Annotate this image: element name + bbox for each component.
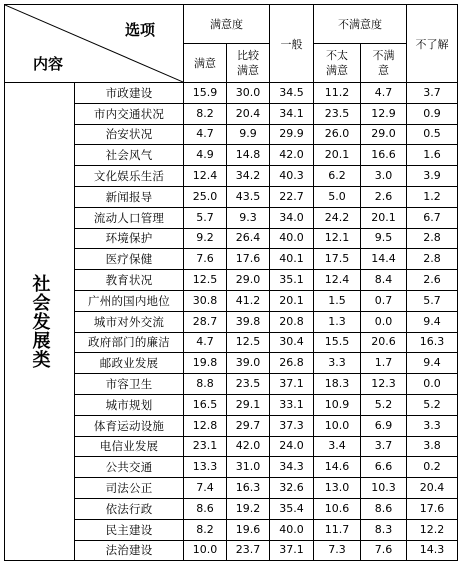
not-very-satisfied-value-cell: 12.1 [314,228,361,249]
satisfied-group-header: 满意度 [184,5,270,44]
item-name-cell: 治安状况 [75,124,184,145]
fairly-satisfied-value-cell: 16.3 [227,478,270,499]
neutral-value-cell: 40.1 [270,249,314,270]
satisfied-value-cell: 8.8 [184,374,227,395]
very-unsatisfied-value-cell: 29.0 [361,124,407,145]
unknown-value-cell: 3.7 [407,83,458,104]
fairly-satisfied-value-cell: 17.6 [227,249,270,270]
unknown-value-cell: 17.6 [407,498,458,519]
neutral-value-cell: 34.5 [270,83,314,104]
unknown-value-cell: 2.6 [407,270,458,291]
not-very-satisfied-value-cell: 26.0 [314,124,361,145]
not-very-satisfied-value-cell: 20.1 [314,145,361,166]
unknown-value-cell: 14.3 [407,540,458,561]
neutral-value-cell: 42.0 [270,145,314,166]
unknown-value-cell: 9.4 [407,353,458,374]
satisfied-value-cell: 10.0 [184,540,227,561]
item-name-cell: 法治建设 [75,540,184,561]
very-unsatisfied-value-cell: 3.0 [361,166,407,187]
neutral-value-cell: 33.1 [270,394,314,415]
unknown-value-cell: 3.8 [407,436,458,457]
fairly-satisfied-value-cell: 41.2 [227,290,270,311]
very-unsatisfied-value-cell: 5.2 [361,394,407,415]
satisfied-value-cell: 8.2 [184,519,227,540]
not-very-satisfied-value-cell: 23.5 [314,103,361,124]
not-very-satisfied-value-cell: 18.3 [314,374,361,395]
header-row-1 [5,5,458,44]
very-unsatisfied-value-cell: 12.3 [361,374,407,395]
item-name-cell: 城市规划 [75,394,184,415]
fairly-satisfied-value-cell: 29.0 [227,270,270,291]
item-name-cell: 社会风气 [75,145,184,166]
neutral-value-cell: 30.4 [270,332,314,353]
neutral-header: 一般 [270,5,314,83]
fairly-satisfied-line1: 比较 [237,49,259,62]
satisfied-value-cell: 8.6 [184,498,227,519]
fairly-satisfied-value-cell: 19.6 [227,519,270,540]
item-name-cell: 政府部门的廉洁 [75,332,184,353]
very-unsatisfied-value-cell: 3.7 [361,436,407,457]
satisfied-header [184,44,227,83]
not-very-satisfied-value-cell: 3.4 [314,436,361,457]
item-name-cell: 流动人口管理 [75,207,184,228]
satisfied-value-cell: 7.4 [184,478,227,499]
neutral-value-cell: 24.0 [270,436,314,457]
unknown-value-cell: 1.6 [407,145,458,166]
fairly-satisfied-value-cell: 23.7 [227,540,270,561]
not-very-satisfied-value-cell: 10.9 [314,394,361,415]
unknown-value-cell: 5.2 [407,394,458,415]
unknown-value-cell: 5.7 [407,290,458,311]
very-unsatisfied-value-cell: 14.4 [361,249,407,270]
neutral-value-cell: 34.3 [270,457,314,478]
very-unsatisfied-value-cell: 12.9 [361,103,407,124]
very-unsatisfied-value-cell: 16.6 [361,145,407,166]
unknown-value-cell: 0.0 [407,374,458,395]
fairly-satisfied-value-cell: 12.5 [227,332,270,353]
neutral-value-cell: 20.8 [270,311,314,332]
unknown-value-cell: 16.3 [407,332,458,353]
unknown-value-cell: 6.7 [407,207,458,228]
item-name-cell: 体育运动设施 [75,415,184,436]
neutral-value-cell: 37.1 [270,374,314,395]
very-unsatisfied-value-cell: 0.7 [361,290,407,311]
item-name-cell: 广州的国内地位 [75,290,184,311]
satisfied-value-cell: 4.7 [184,124,227,145]
satisfied-value-cell: 15.9 [184,83,227,104]
fairly-satisfied-value-cell: 29.1 [227,394,270,415]
options-label: 选项 [124,21,155,39]
fairly-satisfied-header [227,44,270,83]
not-very-satisfied-value-cell: 24.2 [314,207,361,228]
unknown-value-cell: 12.2 [407,519,458,540]
neutral-value-cell: 35.1 [270,270,314,291]
fairly-satisfied-value-cell: 30.0 [227,83,270,104]
not-very-satisfied-value-cell: 12.4 [314,270,361,291]
neutral-value-cell: 34.1 [270,103,314,124]
neutral-value-cell: 37.1 [270,540,314,561]
satisfied-value-cell: 12.8 [184,415,227,436]
satisfied-value-cell: 4.9 [184,145,227,166]
item-name-cell: 公共交通 [75,457,184,478]
fairly-satisfied-value-cell: 42.0 [227,436,270,457]
not-very-satisfied-line2: 满意 [326,64,348,77]
not-very-satisfied-line1: 不太 [326,49,348,62]
corner-header [5,5,184,83]
very-unsatisfied-line1: 不满 [372,49,395,62]
not-very-satisfied-header [314,44,361,83]
very-unsatisfied-value-cell: 6.6 [361,457,407,478]
unknown-value-cell: 20.4 [407,478,458,499]
satisfied-value-cell: 5.7 [184,207,227,228]
item-name-cell: 城市对外交流 [75,311,184,332]
very-unsatisfied-value-cell: 0.0 [361,311,407,332]
fairly-satisfied-value-cell: 23.5 [227,374,270,395]
very-unsatisfied-header [361,44,407,83]
item-name-cell: 民主建设 [75,519,184,540]
fairly-satisfied-value-cell: 26.4 [227,228,270,249]
satisfaction-table [4,4,458,561]
item-name-cell: 医疗保健 [75,249,184,270]
unknown-value-cell: 3.9 [407,166,458,187]
table-row [5,83,458,104]
item-name-cell: 邮政业发展 [75,353,184,374]
item-name-cell: 市政建设 [75,83,184,104]
very-unsatisfied-value-cell: 8.3 [361,519,407,540]
not-very-satisfied-value-cell: 14.6 [314,457,361,478]
satisfied-value-cell: 13.3 [184,457,227,478]
diagonal-divider [5,5,183,82]
not-very-satisfied-value-cell: 6.2 [314,166,361,187]
fairly-satisfied-line2: 满意 [237,64,259,77]
not-very-satisfied-value-cell: 15.5 [314,332,361,353]
unknown-header: 不了解 [407,5,458,83]
satisfied-value-cell: 12.5 [184,270,227,291]
not-very-satisfied-value-cell: 5.0 [314,186,361,207]
fairly-satisfied-value-cell: 9.3 [227,207,270,228]
satisfied-value-cell: 23.1 [184,436,227,457]
very-unsatisfied-value-cell: 9.5 [361,228,407,249]
unknown-value-cell: 2.8 [407,249,458,270]
neutral-value-cell: 35.4 [270,498,314,519]
very-unsatisfied-value-cell: 1.7 [361,353,407,374]
unknown-value-cell: 3.3 [407,415,458,436]
item-name-cell: 依法行政 [75,498,184,519]
satisfied-value-cell: 7.6 [184,249,227,270]
category-cell: 社会发展类 [5,83,75,561]
fairly-satisfied-value-cell: 31.0 [227,457,270,478]
unknown-value-cell: 9.4 [407,311,458,332]
unsatisfied-group-header: 不满意度 [314,5,407,44]
very-unsatisfied-value-cell: 8.6 [361,498,407,519]
table-body [5,83,458,561]
very-unsatisfied-value-cell: 8.4 [361,270,407,291]
neutral-value-cell: 40.3 [270,166,314,187]
very-unsatisfied-value-cell: 6.9 [361,415,407,436]
very-unsatisfied-value-cell: 4.7 [361,83,407,104]
satisfied-value-cell: 19.8 [184,353,227,374]
fairly-satisfied-value-cell: 19.2 [227,498,270,519]
fairly-satisfied-value-cell: 29.7 [227,415,270,436]
fairly-satisfied-value-cell: 9.9 [227,124,270,145]
unknown-value-cell: 1.2 [407,186,458,207]
satisfied-value-cell: 8.2 [184,103,227,124]
not-very-satisfied-value-cell: 11.2 [314,83,361,104]
neutral-value-cell: 40.0 [270,228,314,249]
not-very-satisfied-value-cell: 13.0 [314,478,361,499]
item-name-cell: 教育状况 [75,270,184,291]
item-name-cell: 新闻报导 [75,186,184,207]
not-very-satisfied-value-cell: 1.5 [314,290,361,311]
satisfied-value-cell: 28.7 [184,311,227,332]
neutral-value-cell: 29.9 [270,124,314,145]
neutral-value-cell: 32.6 [270,478,314,499]
neutral-value-cell: 26.8 [270,353,314,374]
very-unsatisfied-value-cell: 2.6 [361,186,407,207]
unknown-value-cell: 0.5 [407,124,458,145]
not-very-satisfied-value-cell: 10.6 [314,498,361,519]
fairly-satisfied-value-cell: 43.5 [227,186,270,207]
neutral-value-cell: 22.7 [270,186,314,207]
very-unsatisfied-value-cell: 20.1 [361,207,407,228]
fairly-satisfied-value-cell: 20.4 [227,103,270,124]
not-very-satisfied-value-cell: 10.0 [314,415,361,436]
very-unsatisfied-value-cell: 7.6 [361,540,407,561]
not-very-satisfied-value-cell: 7.3 [314,540,361,561]
very-unsatisfied-line2: 意 [378,64,389,77]
item-name-cell: 电信业发展 [75,436,184,457]
fairly-satisfied-value-cell: 39.0 [227,353,270,374]
not-very-satisfied-value-cell: 1.3 [314,311,361,332]
satisfied-value-cell: 9.2 [184,228,227,249]
satisfied-value-cell: 25.0 [184,186,227,207]
unknown-value-cell: 0.2 [407,457,458,478]
satisfied-header-text: 满意 [194,56,216,70]
item-name-cell: 市内交通状况 [75,103,184,124]
not-very-satisfied-value-cell: 3.3 [314,353,361,374]
fairly-satisfied-value-cell: 14.8 [227,145,270,166]
satisfied-value-cell: 30.8 [184,290,227,311]
item-name-cell: 文化娱乐生活 [75,166,184,187]
neutral-value-cell: 34.0 [270,207,314,228]
unknown-value-cell: 2.8 [407,228,458,249]
satisfied-value-cell: 12.4 [184,166,227,187]
satisfied-value-cell: 16.5 [184,394,227,415]
not-very-satisfied-value-cell: 11.7 [314,519,361,540]
neutral-value-cell: 20.1 [270,290,314,311]
fairly-satisfied-value-cell: 39.8 [227,311,270,332]
item-name-cell: 环境保护 [75,228,184,249]
neutral-value-cell: 40.0 [270,519,314,540]
not-very-satisfied-value-cell: 17.5 [314,249,361,270]
content-label: 内容 [33,55,64,73]
survey-table-container [4,4,458,561]
fairly-satisfied-value-cell: 34.2 [227,166,270,187]
very-unsatisfied-value-cell: 10.3 [361,478,407,499]
unknown-value-cell: 0.9 [407,103,458,124]
item-name-cell: 司法公正 [75,478,184,499]
very-unsatisfied-value-cell: 20.6 [361,332,407,353]
item-name-cell: 市容卫生 [75,374,184,395]
neutral-value-cell: 37.3 [270,415,314,436]
satisfied-value-cell: 4.7 [184,332,227,353]
